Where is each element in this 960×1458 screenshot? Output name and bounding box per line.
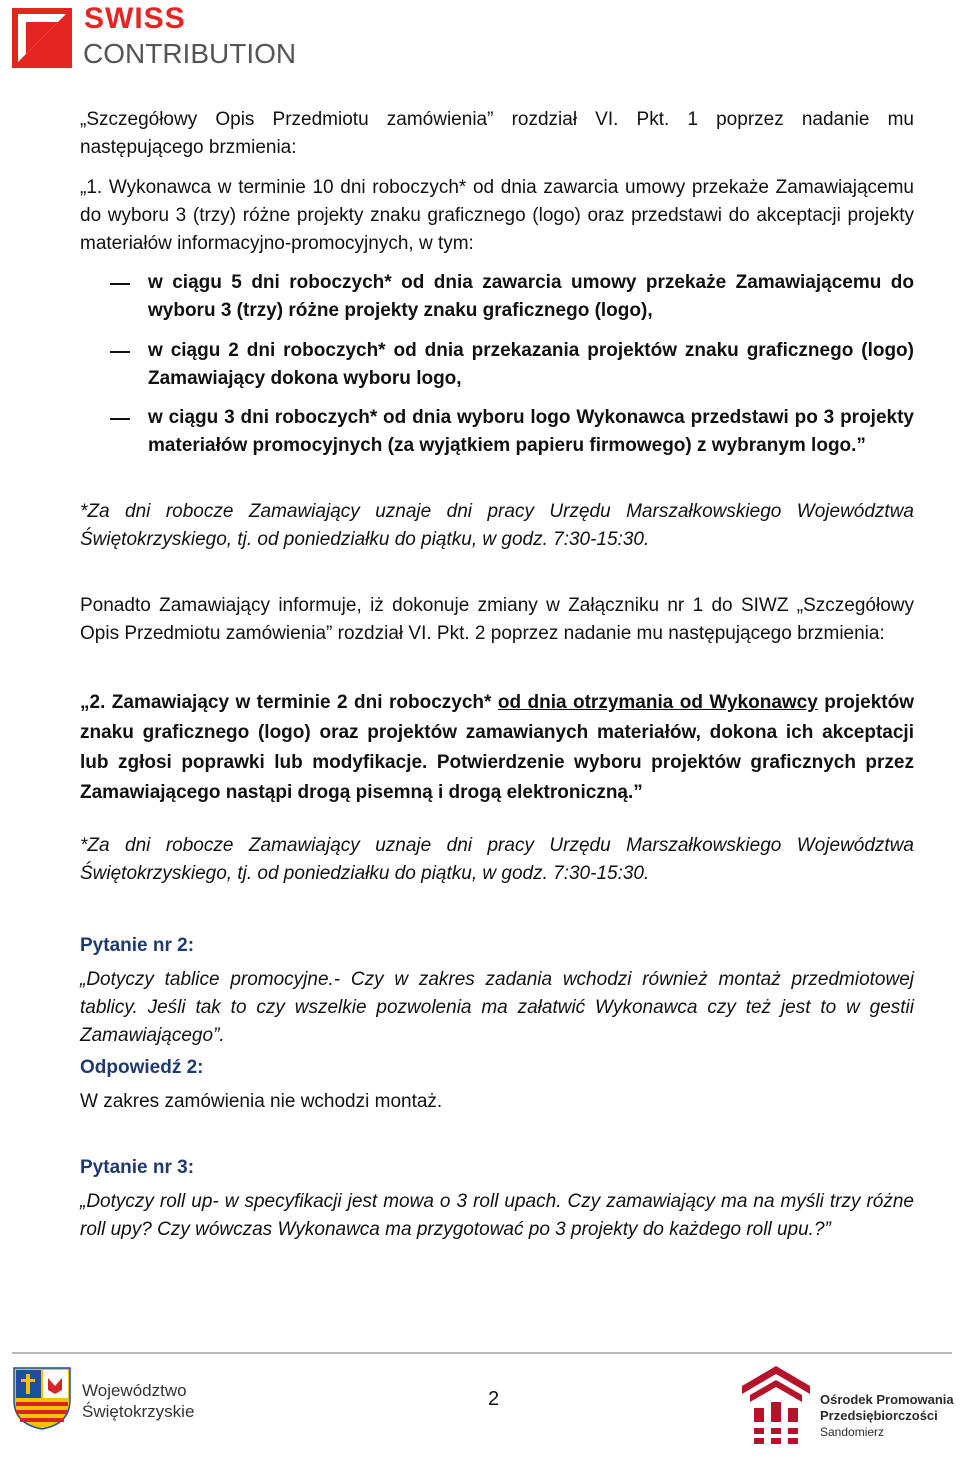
question-2-text: „Dotyczy tablice promocyjne.- Czy w zakres zadania wchodzi również montaż przedmiotowej tablicy. Jeśli tak to czy wszelkie pozwolenia ma załatwić Wykonawca czy też jest to w gestii Zamawiającego”.: [80, 969, 914, 1046]
point-2-part1: „2. Zamawiający w terminie 2 dni roboczych*: [80, 692, 498, 713]
footnote-1: *Za dni robocze Zamawiający uznaje dni pracy Urzędu Marszałkowskiego Województwa Świętokrzyskiego, tj. od poniedziałku do piątku, w godz. 7:30-15:30.: [80, 501, 914, 550]
point-2-part2: projektów znaku graficznego (logo) oraz projektów zamawianych materiałów, dokona ich akceptacji lub zgłosi poprawki lub modyfikacje. Potwierdzenie wyboru projektów graficznych przez Zamawiającego nastąpi drogą pisemną i drogą elektroniczną.”: [80, 692, 915, 803]
wojewodztwo-line-2: Świętokrzyskie: [82, 1402, 195, 1421]
wojewodztwo-label: [82, 1380, 194, 1422]
wojewodztwo-crest-icon: [12, 1366, 72, 1430]
question-3-text: „Dotyczy roll up- w specyfikacji jest mowa o 3 roll upach. Czy zamawiający ma na myśli trzy różne roll upy? Czy wówczas Wykonawca ma przygotować po 3 projekty do każdego roll upu.?”: [80, 1191, 914, 1240]
change-intro-paragraph: Ponadto Zamawiający informuje, iż dokonuje zmiany w Załączniku nr 1 do SIWZ „Szczegółowy Opis Przedmiotu zamówienia” rozdział VI. Pkt. 2 poprzez nadanie mu następującego brzmienia:: [80, 595, 914, 644]
dash-item-3: [80, 404, 914, 488]
ops-label: [820, 1392, 954, 1440]
dash-item-1: [80, 269, 914, 325]
intro-paragraph: „Szczegółowy Opis Przedmiotu zamówienia” rozdział VI. Pkt. 1 poprzez nadanie mu następującego brzmienia:: [80, 109, 914, 158]
question-2-heading: Pytanie nr 2:: [80, 935, 195, 956]
brand-contribution: CONTRIBUTION: [83, 38, 297, 69]
ops-logo-icon: [740, 1364, 812, 1448]
dash-item-text: w ciągu 2 dni roboczych* od dnia przekazania projektów znaku graficznego (logo) Zamawiający dokona wyboru logo,: [148, 340, 914, 389]
ops-line-1: Ośrodek Promowania: [820, 1392, 954, 1407]
ops-line-2: Przedsiębiorczości: [820, 1408, 938, 1423]
point-1-paragraph: „1. Wykonawca w terminie 10 dni roboczych* od dnia zawarcia umowy przekaże Zamawiającemu do wyboru 3 (trzy) różne projekty znaku graficznego (logo) oraz przedstawi do akceptacji projekty materiałów informacyjno-promocyjnych, w tym:: [80, 177, 914, 254]
footnote-2: *Za dni robocze Zamawiający uznaje dni pracy Urzędu Marszałkowskiego Województwa Świętokrzyskiego, tj. od poniedziałku do piątku, w godz. 7:30-15:30.: [80, 835, 914, 884]
answer-2-heading: Odpowiedź 2:: [80, 1057, 204, 1078]
point-2-paragraph: [80, 688, 914, 808]
dash-item-2: [80, 337, 914, 393]
wojewodztwo-line-1: Województwo: [82, 1381, 187, 1400]
brand-swiss: SWISS: [84, 2, 186, 35]
question-3-heading: Pytanie nr 3:: [80, 1157, 195, 1178]
ops-line-3: Sandomierz: [820, 1425, 885, 1439]
page-number: 2: [488, 1388, 500, 1410]
dash-item-text: w ciągu 5 dni roboczych* od dnia zawarcia umowy przekaże Zamawiającemu do wyboru 3 (trzy) różne projekty znaku graficznego (logo),: [148, 272, 914, 321]
swiss-flag-icon: [12, 8, 72, 68]
footer-divider: [12, 1352, 952, 1354]
dash-item-text: w ciągu 3 dni roboczych* od dnia wyboru logo Wykonawca przedstawi po 3 projekty materiałów promocyjnych (za wyjątkiem papieru firmowego) z wybranym logo.”: [148, 407, 914, 456]
point-2-underlined: od dnia otrzymania od Wykonawcy: [497, 692, 818, 713]
answer-2-text: W zakres zamówienia nie wchodzi montaż.: [80, 1091, 443, 1112]
